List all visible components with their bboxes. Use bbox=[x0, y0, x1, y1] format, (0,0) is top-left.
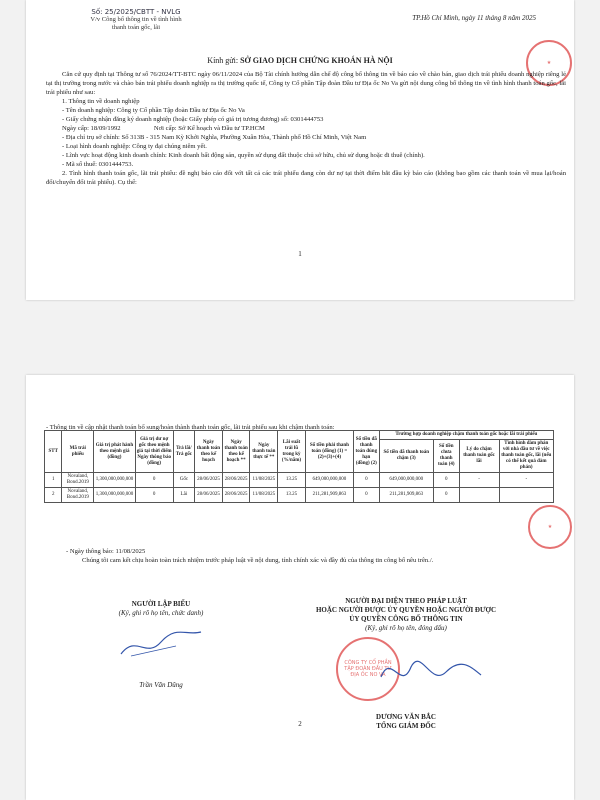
cell: 211,281,909,863 bbox=[379, 488, 433, 503]
cell: 1,300,000,000,000 bbox=[94, 473, 136, 488]
representative-name: DƯƠNG VĂN BẮC bbox=[376, 713, 436, 721]
cell: Novaland, Bond.2019 bbox=[62, 488, 94, 503]
cell: 0 bbox=[433, 488, 459, 503]
preparer-title: NGƯỜI LẬP BIỂU bbox=[131, 600, 191, 608]
body-text bbox=[46, 70, 566, 187]
intro-paragraph: Căn cứ quy định tại Thông tư số 76/2024/TT-BTC ngày 06/11/2024 của Bộ Tài chính hướng dẫn chế độ công bố thông tin về báo cáo về chào bán, giao dịch trái phiếu doanh nghiệp riêng lẻ tại thị trường trong nước và chào bán trái phiếu doanh nghiệp ra thị trường quốc tế, Công ty Cổ phần Tập đoàn Đầu tư Địa ốc No Va gửi nội dung công bố thông tin về tình hình thanh toán gốc, lãi trái phiếu như sau: bbox=[46, 71, 566, 96]
table-row bbox=[45, 473, 554, 488]
section-1-heading: 1. Thông tin về doanh nghiệp bbox=[62, 98, 140, 105]
preparer-signature-block bbox=[76, 600, 246, 690]
document-number: Số: 25/2025/CBTT - NVLG bbox=[91, 8, 181, 16]
col-header: Mã trái phiếu bbox=[62, 431, 94, 473]
cell: 13.25 bbox=[278, 473, 306, 488]
cell: 11/08/2025 bbox=[250, 488, 278, 503]
col-header: Số tiền đã thanh toán đúng hạn (đồng) (2) bbox=[354, 431, 380, 473]
representative-role: TỔNG GIÁM ĐỐC bbox=[376, 722, 436, 730]
col-header: Số tiền chưa thanh toán (4) bbox=[433, 440, 459, 473]
col-header: Số tiền phải thanh toán (đồng) (1) = (2)+(3)+(4) bbox=[305, 431, 353, 473]
place-date: TP.Hồ Chí Minh, ngày 11 tháng 8 năm 2025 bbox=[412, 14, 536, 22]
company-stamp-table: ★ bbox=[528, 505, 572, 549]
cell: Novaland, Bond.2019 bbox=[62, 473, 94, 488]
col-header: STT bbox=[45, 431, 62, 473]
issue-place: Nơi cấp: Sở Kế hoạch và Đầu tư TP.HCM bbox=[153, 125, 265, 132]
document-page-2 bbox=[26, 375, 574, 800]
col-header: Lý do chậm thanh toán gốc lãi bbox=[459, 440, 499, 473]
subject-line-1: V/v Công bố thông tin về tình hình bbox=[90, 16, 182, 23]
cell: 0 bbox=[354, 473, 380, 488]
issue-info bbox=[46, 124, 566, 133]
recipient-label: Kính gửi: bbox=[207, 56, 239, 65]
cell: 28/06/2025 bbox=[195, 473, 223, 488]
cell: 1 bbox=[45, 473, 62, 488]
col-header: Giá trị phát hành theo mệnh giá (đồng) bbox=[94, 431, 136, 473]
preparer-instruction: (Ký, ghi rõ họ tên, chức danh) bbox=[118, 609, 204, 617]
cell: 649,000,000,000 bbox=[305, 473, 353, 488]
representative-title-1: NGƯỜI ĐẠI DIỆN THEO PHÁP LUẬT bbox=[345, 597, 467, 605]
business-registration: - Giấy chứng nhận đăng ký doanh nghiệp (hoặc Giấy phép có giá trị tương đương) số: 0301444753 bbox=[62, 116, 324, 123]
cell: 1,300,000,000,000 bbox=[94, 488, 136, 503]
cell: 2 bbox=[45, 488, 62, 503]
group-header: Trường hợp doanh nghiệp chậm thanh toán gốc hoặc lãi trái phiếu bbox=[379, 431, 553, 440]
page-number-2: 2 bbox=[298, 720, 302, 728]
col-header: Ngày thanh toán thực tế ** bbox=[250, 431, 278, 473]
col-header: Trả lãi/ Trả gốc bbox=[173, 431, 195, 473]
cell: 211,281,909,863 bbox=[305, 488, 353, 503]
cell: 0 bbox=[135, 488, 173, 503]
preparer-name: Trần Văn Dũng bbox=[139, 681, 183, 689]
table-row bbox=[45, 488, 554, 503]
cell: 13.25 bbox=[278, 488, 306, 503]
subject-line-2: thanh toán gốc, lãi bbox=[111, 24, 160, 31]
cell bbox=[459, 488, 499, 503]
col-header: Số tiền đã thanh toán chậm (3) bbox=[379, 440, 433, 473]
company-type: - Loại hình doanh nghiệp: Công ty đại chúng niêm yết. bbox=[62, 143, 207, 150]
company-seal: CÔNG TY CỔ PHẦN TẬP ĐOÀN ĐẦU TƯ ĐỊA ỐC NO VA bbox=[336, 637, 400, 701]
recipient-name: SỞ GIAO DỊCH CHỨNG KHOÁN HÀ NỘI bbox=[240, 56, 393, 65]
business-sector: - Lĩnh vực hoạt động kinh doanh chính: Kinh doanh bất động sản, quyền sử dụng đất thuộc chủ sở hữu, chủ sử dụng hoặc đi thuê (chính). bbox=[62, 152, 425, 159]
bond-payment-table bbox=[44, 430, 554, 503]
cell: Lãi bbox=[173, 488, 195, 503]
col-header: Ngày thanh toán theo kế hoạch ** bbox=[222, 431, 250, 473]
col-header: Ngày thanh toán theo kế hoạch bbox=[195, 431, 223, 473]
cell: 0 bbox=[135, 473, 173, 488]
preparer-signature-icon bbox=[116, 624, 206, 664]
cell: 649,000,000,000 bbox=[379, 473, 433, 488]
page-number-1: 1 bbox=[298, 250, 302, 258]
company-name: - Tên doanh nghiệp: Công ty Cổ phần Tập đoàn Đầu tư Địa ốc No Va bbox=[62, 107, 245, 114]
cell: 0 bbox=[433, 473, 459, 488]
representative-title-2: HOẶC NGƯỜI ĐƯỢC ỦY QUYỀN HOẶC NGƯỜI ĐƯỢC bbox=[315, 606, 497, 614]
commitment-statement: Chúng tôi cam kết chịu hoàn toàn trách nhiệm trước pháp luật về nội dung, tính chính xác và đầy đủ của thông tin công bố nêu trên./. bbox=[82, 557, 434, 564]
cell: - bbox=[499, 473, 553, 488]
document-page-1 bbox=[26, 0, 574, 300]
col-header: Giá trị dư nợ gốc theo mệnh giá tại thời điểm Ngày thông báo (đồng) bbox=[135, 431, 173, 473]
cell: 28/06/2025 bbox=[195, 488, 223, 503]
representative-title-3: ỦY QUYỀN CÔNG BỐ THÔNG TIN bbox=[349, 615, 463, 623]
recipient-line bbox=[26, 56, 574, 65]
representative-instruction: (Ký, ghi rõ họ tên, đóng dấu) bbox=[365, 624, 447, 632]
closing-text bbox=[66, 547, 556, 565]
col-header: Lãi suất trái lũ trong kỳ (%/năm) bbox=[278, 431, 306, 473]
issue-date: Ngày cấp: 18/09/1992 bbox=[62, 125, 121, 132]
cell: 0 bbox=[354, 488, 380, 503]
section-2-paragraph: 2. Tình hình thanh toán gốc, lãi trái phiếu: đề nghị báo cáo đối với tất cả các trái phiếu đang còn dư nợ tại thời điểm bắt đầu kỳ báo cáo (không bao gồm các thanh toán về mua lại/hoán đổi/chuyển đổi trái phiếu). Cụ thể: bbox=[46, 170, 566, 186]
col-header: Tình hình đàm phán với nhà đầu tư về việc thanh toán gốc, lãi (nếu có thể kết quả đàm phán) bbox=[499, 440, 553, 473]
cell: 28/06/2025 bbox=[222, 473, 250, 488]
notification-date: - Ngày thông báo: 11/08/2025 bbox=[66, 548, 146, 555]
representative-signature-icon bbox=[376, 647, 486, 697]
tax-code: - Mã số thuế: 0301444753. bbox=[62, 161, 134, 168]
cell: 11/08/2025 bbox=[250, 473, 278, 488]
table-header-row bbox=[45, 431, 554, 440]
cell: 28/06/2025 bbox=[222, 488, 250, 503]
cell: Gốc bbox=[173, 473, 195, 488]
cell: - bbox=[459, 473, 499, 488]
representative-signature-block bbox=[271, 597, 541, 731]
update-info-lead: - Thông tin về cập nhật thanh toán bổ sung/hoàn thành thanh toán gốc, lãi trái phiếu sau khi chậm thanh toán: bbox=[46, 424, 335, 431]
cell bbox=[499, 488, 553, 503]
company-stamp: ★ bbox=[526, 40, 572, 86]
header-left bbox=[76, 8, 196, 32]
head-office-address: - Địa chỉ trụ sở chính: Số 313B - 315 Nam Kỳ Khởi Nghĩa, Phường Xuân Hòa, Thành phố Hồ Chí Minh, Việt Nam bbox=[62, 134, 367, 141]
